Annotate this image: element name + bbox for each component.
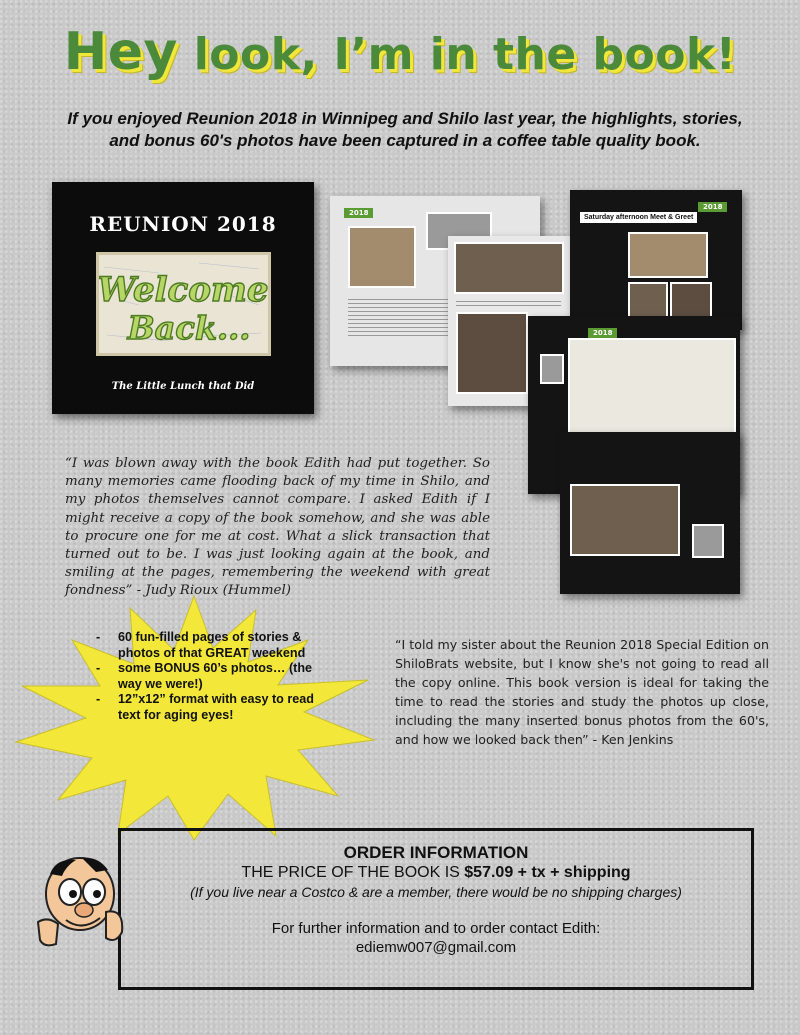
order-price-line	[121, 864, 751, 882]
spread-photo	[540, 354, 564, 384]
cover-welcome-back-art	[96, 252, 271, 356]
order-price-value: $57.09 + tx + shipping	[464, 864, 631, 881]
spread-photo	[348, 226, 416, 288]
order-information-box	[118, 828, 754, 990]
order-contact-text: For further information and to order contact Edith:	[271, 920, 601, 937]
spread-heading: Saturday afternoon Meet & Greet	[580, 212, 697, 223]
spread-photo	[456, 312, 528, 394]
spread-text	[348, 296, 448, 336]
cover-subtitle: The Little Lunch that Did	[111, 381, 255, 392]
order-title: ORDER INFORMATION	[343, 843, 529, 862]
feature-item: - 12”x12” format with easy to read text for aging eyes!	[92, 692, 322, 723]
book-features-list	[92, 630, 322, 724]
feature-item: - 60 fun-filled pages of stories & photos of that GREAT weekend	[92, 630, 322, 661]
subheading: If you enjoyed Reunion 2018 in Winnipeg and Shilo last year, the highlights, stories, and bonus 60's photos have been captured in a coffee table quality book.	[67, 109, 743, 150]
cover-art-line2: Back...	[127, 309, 251, 347]
spread-text	[456, 298, 561, 306]
cover-title: REUNION 2018	[89, 212, 277, 236]
order-price-prefix: THE PRICE OF THE BOOK IS	[241, 864, 465, 881]
spread-year-tag: 2018	[588, 328, 617, 338]
order-shipping-note: (If you live near a Costco & are a member, there would be no shipping charges)	[190, 884, 682, 900]
headline-rest: look, I’m in the book!	[177, 29, 737, 80]
spread-photo	[454, 242, 564, 294]
testimonial-judy-rioux: “I was blown away with the book Edith had put together. So many memories came flooding back of my time in Shilo, and my photos themselves cannot compare. I asked Edith if I might receive a copy of the book somehow, and she was able to procure one for me at cost. What a slick transaction that turned out to be. I was just looking again at the book, and smiling at the pages, remembering the weekend with great fondness” - Judy Rioux (Hummel)	[65, 456, 490, 599]
order-email-link[interactable]: ediemw007@gmail.com	[355, 939, 517, 956]
book-spread-5	[560, 432, 740, 594]
page-headline	[0, 22, 800, 82]
headline-hey: Hey	[63, 22, 178, 82]
spread-photo	[628, 232, 708, 278]
spread-photo	[692, 524, 724, 558]
spread-year-tag: 2018	[698, 202, 727, 212]
spread-photo	[570, 484, 680, 556]
feature-item: - some BONUS 60’s photos… (the way we were!)	[92, 661, 322, 692]
cartoon-mascot-icon	[36, 852, 128, 962]
book-cover-image	[52, 182, 314, 414]
book-spread-3	[570, 190, 742, 330]
spread-photo	[670, 282, 712, 320]
spread-photo	[628, 282, 668, 320]
testimonial-ken-jenkins: “I told my sister about the Reunion 2018 Special Edition on ShiloBrats website, but I know she's not going to read all the copy online. This book version is ideal for taking the time to read the stories and study the photos up close, including the many inserted bonus photos from the 60's, and how we looked back then” - Ken Jenkins	[395, 637, 769, 747]
cover-art-line1: Welcome	[99, 270, 268, 310]
spread-year-tag: 2018	[344, 208, 373, 218]
welcome-back-lettering	[99, 255, 268, 353]
